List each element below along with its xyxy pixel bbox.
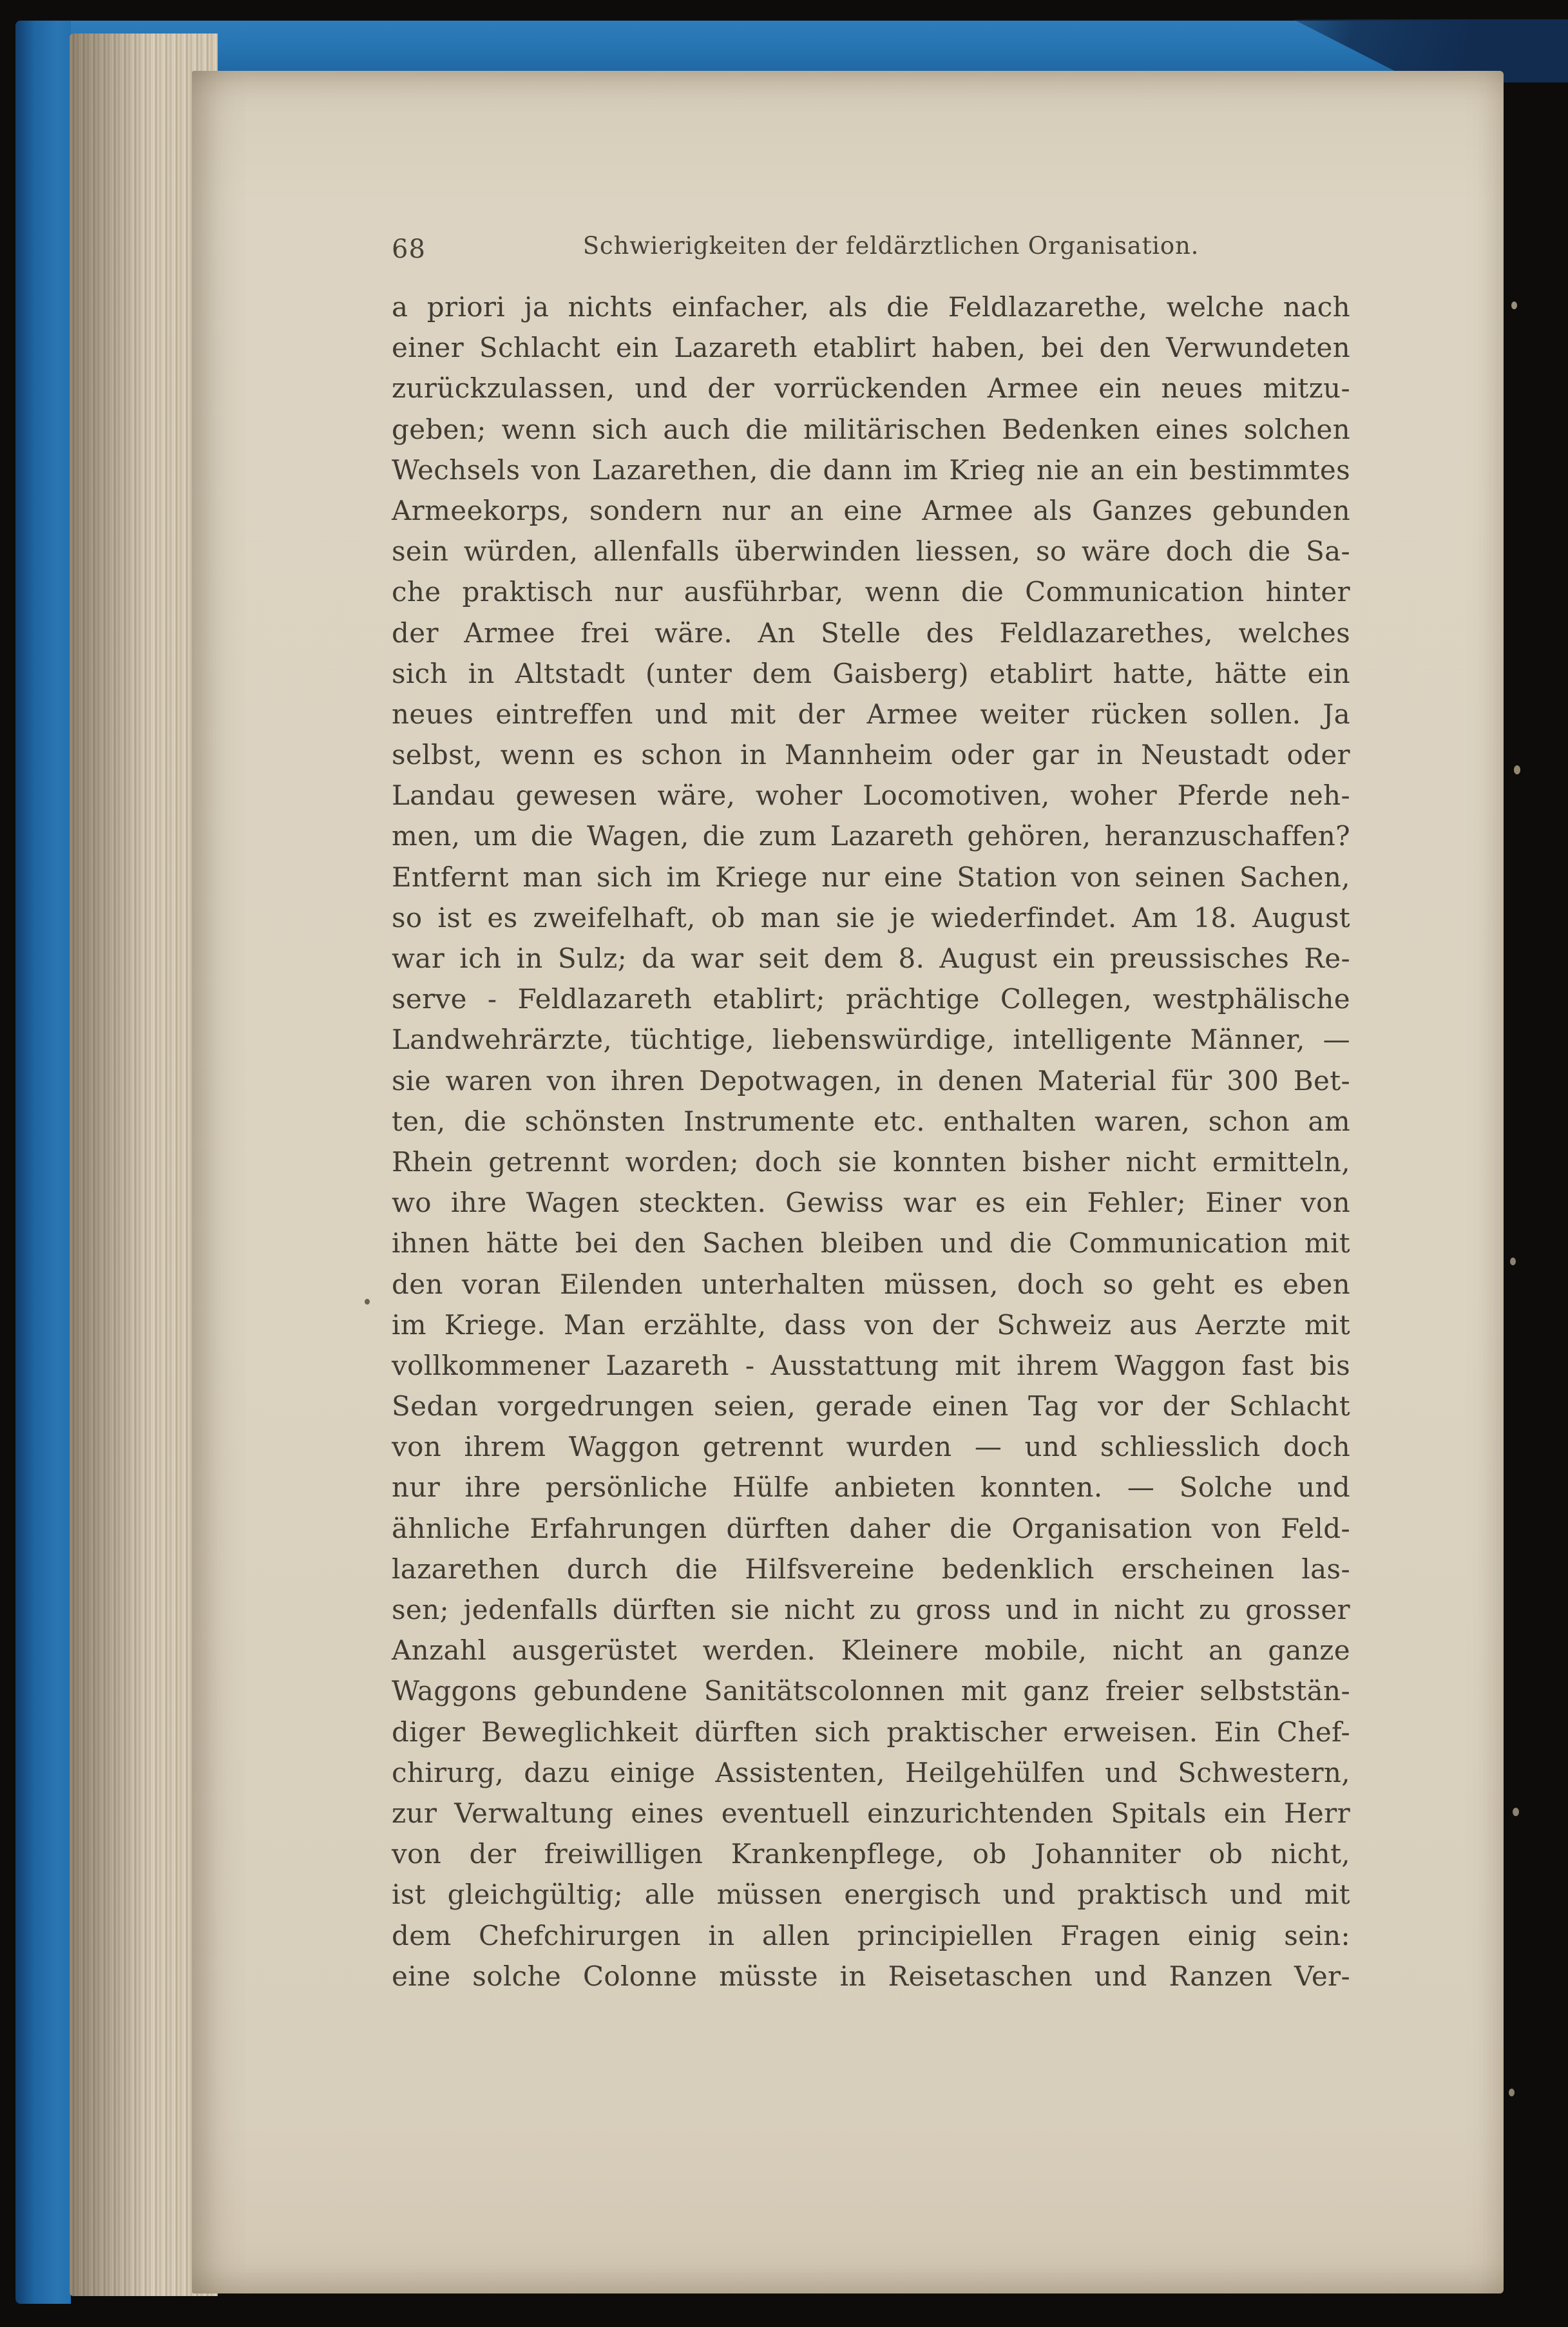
text-line: war ich in Sulz; da war seit dem 8. August ein preussisches Re-: [392, 943, 1350, 974]
text-line: ist gleichgültig; alle müssen energisch und praktisch und mit: [392, 1879, 1350, 1911]
text-line: Landau gewesen wäre, woher Locomotiven, woher Pferde neh-: [392, 780, 1350, 812]
running-title: Schwierigkeiten der feldärztlichen Organisation.: [582, 232, 1200, 260]
text-line: sein würden, allenfalls überwinden liessen, so wäre doch die Sa-: [392, 535, 1350, 568]
photo-speck: [1509, 2089, 1515, 2096]
text-line: so ist es zweifelhaft, ob man sie je wiederfindet. Am 18. August: [392, 901, 1350, 934]
text-line: vollkommener Lazareth - Ausstattung mit ihrem Waggon fast bis: [392, 1349, 1350, 1381]
text-line: che praktisch nur ausführbar, wenn die Communication hinter: [392, 576, 1350, 608]
page-number: 68: [392, 235, 426, 264]
photo-speck: [1514, 765, 1520, 774]
photo-speck: [1513, 1808, 1519, 1816]
text-line: diger Beweglichkeit dürften sich praktischer erweisen. Ein Chef-: [392, 1716, 1350, 1748]
text-line: der Armee frei wäre. An Stelle des Feldlazarethes, welches: [392, 617, 1350, 649]
photo-speck: [1511, 302, 1517, 309]
text-line: selbst, wenn es schon in Mannheim oder gar in Neustadt oder: [392, 739, 1350, 771]
text-line: neues eintreffen und mit der Armee weiter rücken sollen. Ja: [392, 698, 1350, 730]
body-text: [392, 287, 1350, 1997]
text-line: wo ihre Wagen steckten. Gewiss war es ein Fehler; Einer von: [392, 1187, 1350, 1219]
text-line: im Kriege. Man erzählte, dass von der Schweiz aus Aerzte mit: [392, 1308, 1350, 1341]
text-line: serve - Feldlazareth etablirt; prächtige Collegen, westphälische: [392, 983, 1350, 1015]
text-line: Waggons gebundene Sanitätscolonnen mit ganz freier selbststän-: [392, 1675, 1350, 1707]
text-line: sie waren von ihren Depotwagen, in denen Material für 300 Bet-: [392, 1064, 1350, 1096]
text-line: den voran Eilenden unterhalten müssen, doch so geht es eben: [392, 1268, 1350, 1300]
text-line: ten, die schönsten Instrumente etc. enthalten waren, schon am: [392, 1105, 1350, 1137]
photo-speck: [365, 1299, 370, 1305]
text-line: Landwehrärzte, tüchtige, liebenswürdige, intelligente Männer, —: [392, 1024, 1350, 1056]
text-line: Entfernt man sich im Kriege nur eine Station von seinen Sachen,: [392, 861, 1350, 893]
text-line: zur Verwaltung eines eventuell einzurichtenden Spitals ein Herr: [392, 1797, 1350, 1829]
text-line: eine solche Colonne müsste in Reisetaschen und Ranzen Ver-: [392, 1960, 1350, 1992]
text-line: Wechsels von Lazarethen, die dann im Krieg nie an ein bestimmtes: [392, 454, 1350, 486]
text-line: von der freiwilligen Krankenpflege, ob Johanniter ob nicht,: [392, 1838, 1350, 1870]
running-header: [392, 232, 1352, 265]
text-line: Anzahl ausgerüstet werden. Kleinere mobile, nicht an ganze: [392, 1634, 1350, 1667]
text-line: chirurg, dazu einige Assistenten, Heilgehülfen und Schwestern,: [392, 1756, 1350, 1788]
text-line: ähnliche Erfahrungen dürften daher die Organisation von Feld-: [392, 1512, 1350, 1544]
text-line: von ihrem Waggon getrennt wurden — und schliesslich doch: [392, 1431, 1350, 1463]
text-line: men, um die Wagen, die zum Lazareth gehören, heranzuschaffen?: [392, 820, 1350, 852]
book-page: [192, 71, 1504, 2293]
text-line: sich in Altstadt (unter dem Gaisberg) etablirt hatte, hätte ein: [392, 657, 1350, 689]
text-line: geben; wenn sich auch die militärischen Bedenken eines solchen: [392, 413, 1350, 445]
text-line: ihnen hätte bei den Sachen bleiben und die Communication mit: [392, 1227, 1350, 1259]
text-line: a priori ja nichts einfacher, als die Feldlazarethe, welche nach: [392, 291, 1350, 323]
book-cover-spine: [15, 21, 71, 2304]
photo-speck: [1510, 1258, 1516, 1265]
text-line: sen; jedenfalls dürften sie nicht zu gross und in nicht zu grosser: [392, 1594, 1350, 1625]
text-line: einer Schlacht ein Lazareth etablirt haben, bei den Verwundeten: [392, 332, 1350, 364]
text-line: Rhein getrennt worden; doch sie konnten bisher nicht ermitteln,: [392, 1145, 1350, 1178]
text-line: nur ihre persönliche Hülfe anbieten konnten. — Solche und: [392, 1471, 1350, 1504]
text-line: dem Chefchirurgen in allen principiellen Fragen einig sein:: [392, 1919, 1350, 1951]
text-line: Armeekorps, sondern nur an eine Armee als Ganzes gebunden: [392, 494, 1350, 526]
text-line: lazarethen durch die Hilfsvereine bedenklich erscheinen las-: [392, 1553, 1350, 1585]
text-line: Sedan vorgedrungen seien, gerade einen Tag vor der Schlacht: [392, 1390, 1350, 1422]
text-line: zurückzulassen, und der vorrückenden Armee ein neues mitzu-: [392, 372, 1350, 405]
